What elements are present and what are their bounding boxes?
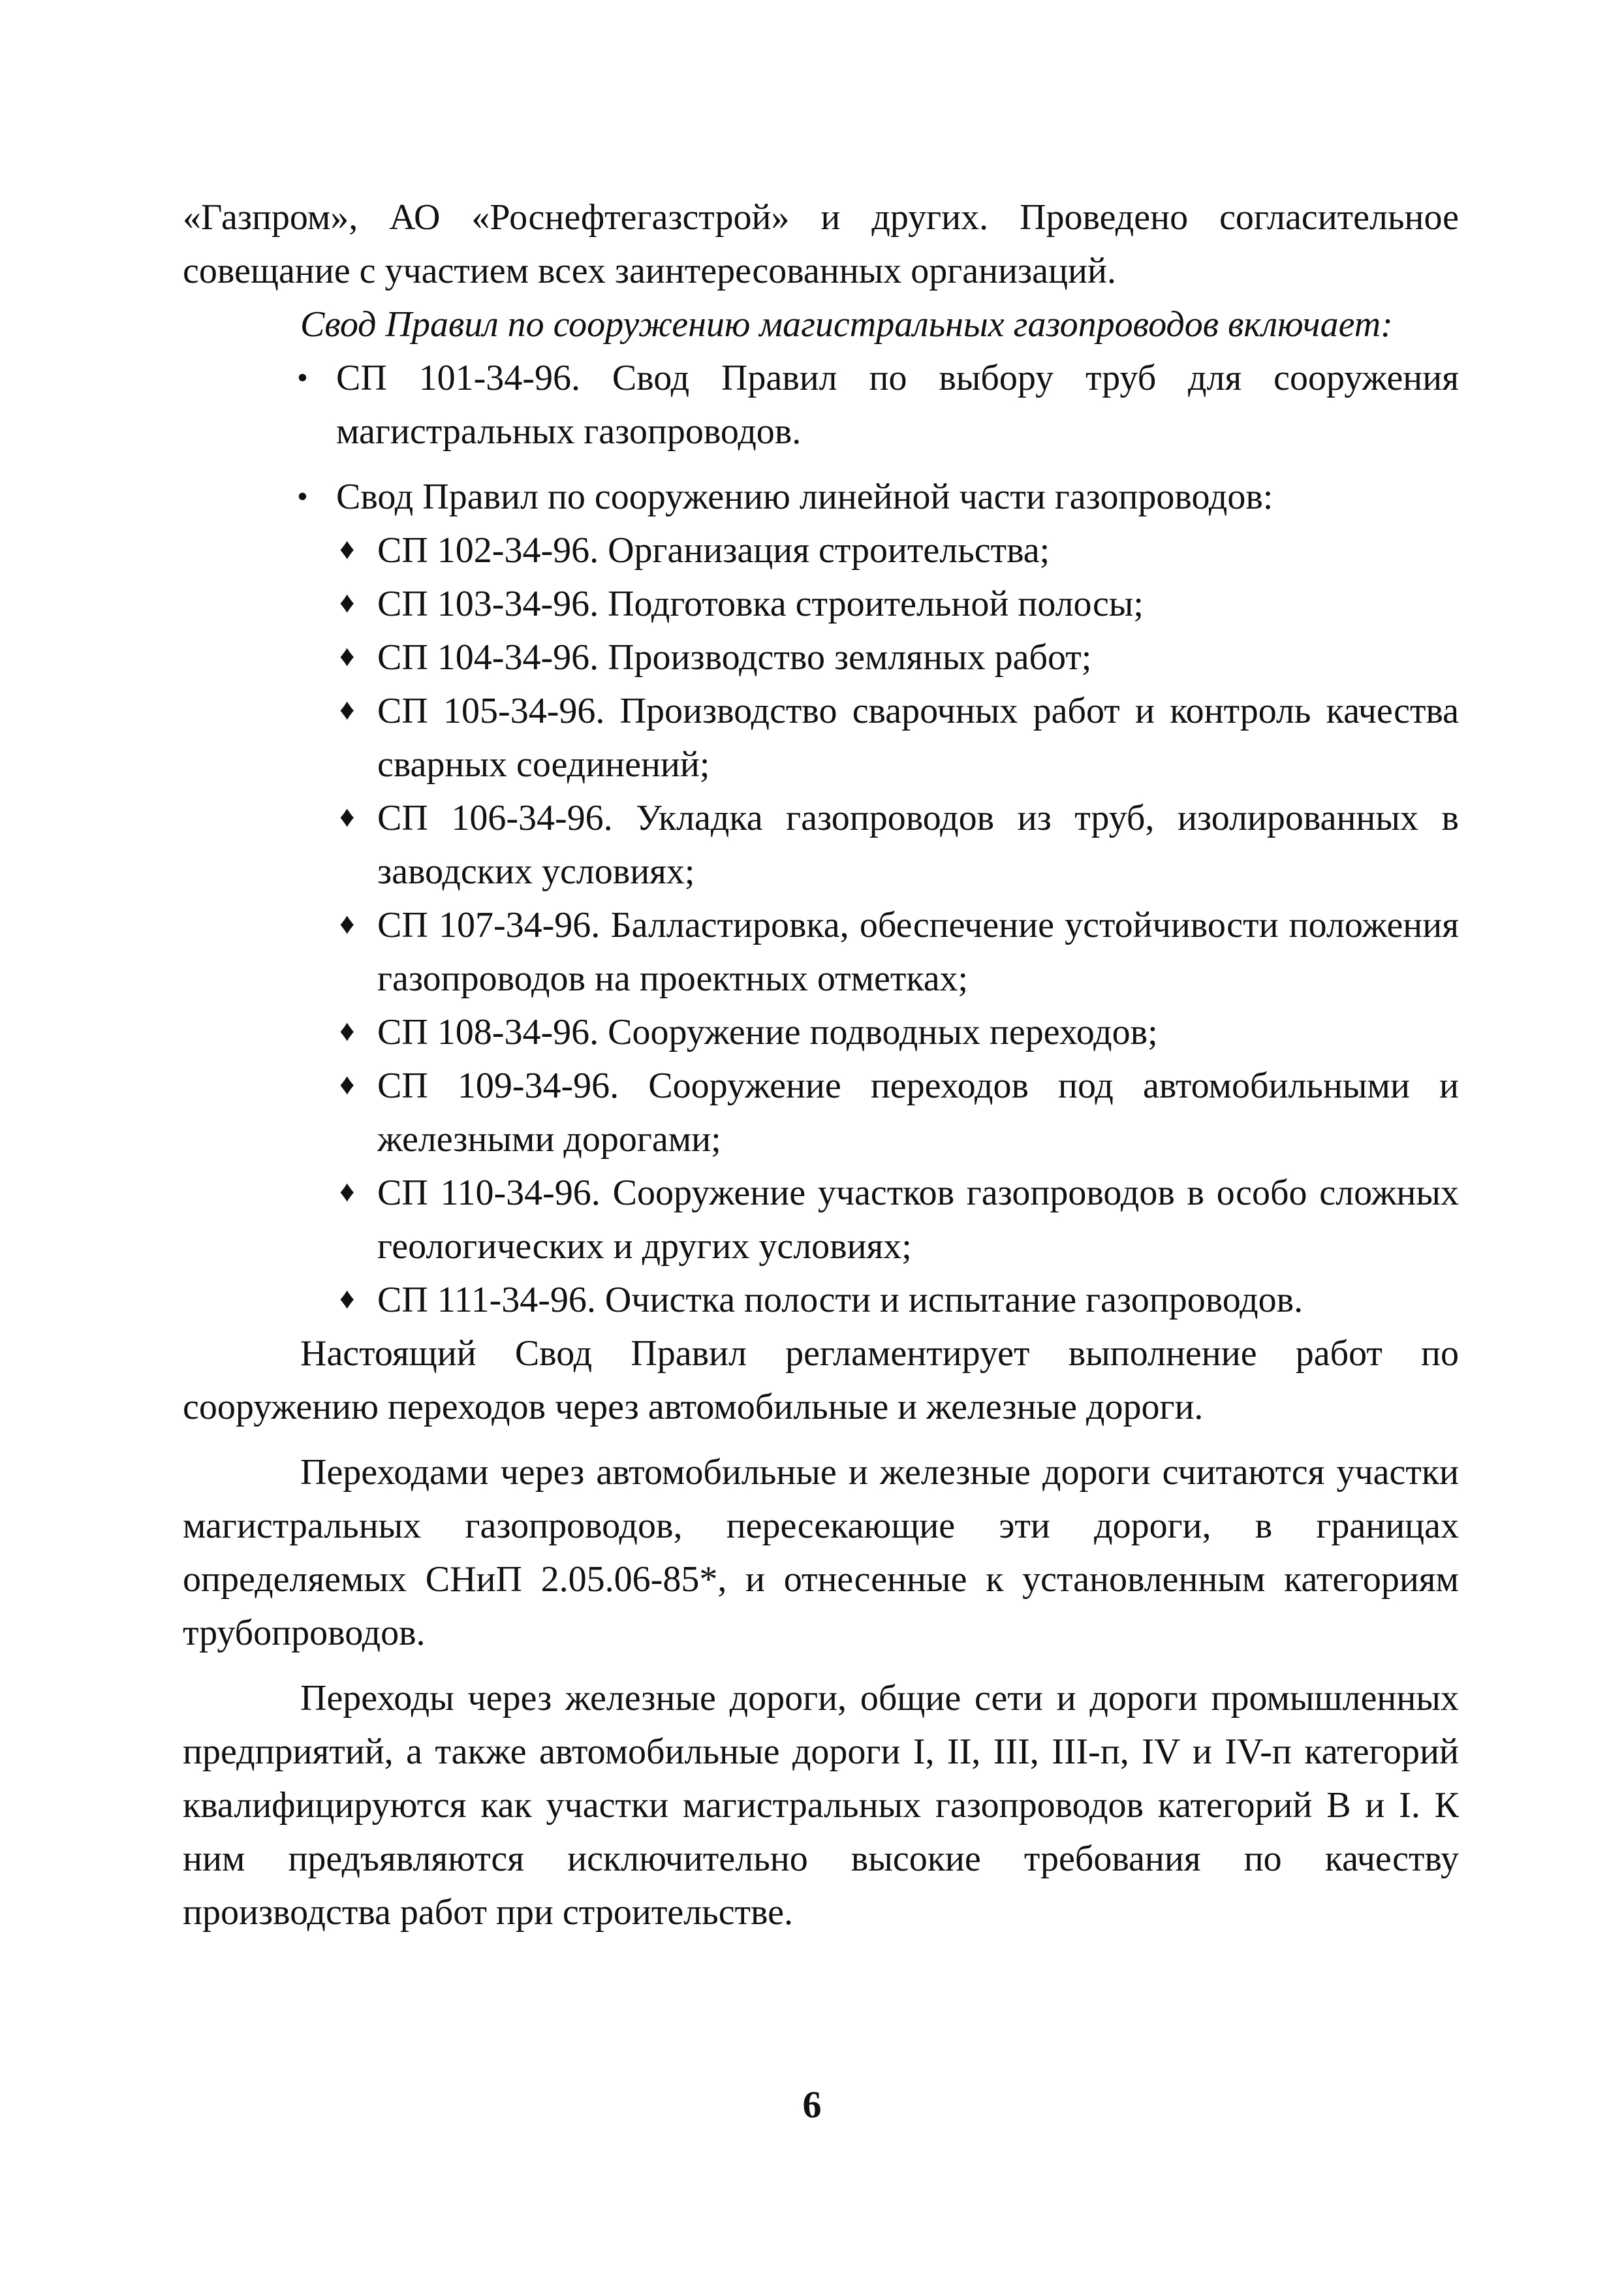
sub-list-item-text: СП 103-34-96. Подготовка строительной полосы; [377, 584, 1144, 624]
list-item [297, 470, 1459, 524]
main-list [183, 351, 1459, 524]
intro-paragraph: «Газпром», АО «Роснефтегазстрой» и других. Проведено согласительное совещание с участием всех заинтересованных организаций. [183, 197, 1459, 291]
paragraph: Переходами через автомобильные и железные дороги считаются участки магистральных газопроводов, пересекающие эти дороги, в границах определяемых СНиП 2.05.06-85*, и отнесенные к установленным категориям трубопроводов. [183, 1452, 1459, 1653]
diamond-icon: ♦ [339, 639, 355, 672]
sub-list-item-text: СП 108-34-96. Сооружение подводных переходов; [377, 1012, 1158, 1052]
list-item-text: СП 101-34-96. Свод Правил по выбору труб для сооружения магистральных газопроводов. [336, 358, 1459, 452]
bullet-icon: • [297, 479, 308, 514]
sub-list-item [339, 1059, 1459, 1166]
sub-list-item-text: СП 106-34-96. Укладка газопроводов из труб, изолированных в заводских условиях; [377, 798, 1459, 892]
sub-list-item [339, 1166, 1459, 1273]
diamond-icon: ♦ [339, 693, 355, 726]
list-heading: Свод Правил по сооружению магистральных газопроводов включает: [300, 304, 1393, 345]
sub-list [183, 524, 1459, 1327]
page-number: 6 [802, 2083, 822, 2126]
diamond-icon: ♦ [339, 800, 355, 833]
sub-list-item [339, 524, 1459, 577]
diamond-icon: ♦ [339, 1014, 355, 1047]
sub-list-item-text: СП 107-34-96. Балластировка, обеспечение устойчивости положения газопроводов на проектных отметках; [377, 905, 1459, 999]
sub-list-item [339, 631, 1459, 684]
diamond-icon: ♦ [339, 532, 355, 565]
sub-list-item [339, 791, 1459, 898]
diamond-icon: ♦ [339, 1175, 355, 1208]
sub-list-item [339, 577, 1459, 631]
bullet-icon: • [297, 360, 308, 395]
sub-list-item-text: СП 111-34-96. Очистка полости и испытание газопроводов. [377, 1280, 1304, 1320]
diamond-icon: ♦ [339, 586, 355, 619]
sub-list-item-text: СП 104-34-96. Производство земляных работ; [377, 637, 1092, 678]
sub-list-item [339, 1005, 1459, 1059]
diamond-icon: ♦ [339, 907, 355, 940]
body-text [183, 191, 1459, 1939]
sub-list-item [339, 684, 1459, 791]
paragraph: Переходы через железные дороги, общие сети и дороги промышленных предприятий, а также автомобильные дороги I, II, III, III-п, IV и IV-п категорий квалифицируются как участки магистральных газопроводов категорий В и I. К ним предъявляются исключительно высокие требования по качеству производства работ при строительстве. [183, 1678, 1459, 1933]
sub-list-item-text: СП 109-34-96. Сооружение переходов под автомобильными и железными дорогами; [377, 1066, 1459, 1160]
sub-list-item [339, 1273, 1459, 1327]
sub-list-item-text: СП 110-34-96. Сооружение участков газопроводов в особо сложных геологических и других условиях; [377, 1173, 1459, 1267]
sub-list-item-text: СП 105-34-96. Производство сварочных работ и контроль качества сварных соединений; [377, 691, 1459, 785]
paragraph: Настоящий Свод Правил регламентирует выполнение работ по сооружению переходов через автомобильные и железные дороги. [183, 1333, 1459, 1427]
list-item-text: Свод Правил по сооружению линейной части газопроводов: [336, 477, 1273, 517]
diamond-icon: ♦ [339, 1067, 355, 1101]
sub-list-item [339, 898, 1459, 1005]
list-item [297, 351, 1459, 458]
sub-list-item-text: СП 102-34-96. Организация строительства; [377, 530, 1050, 571]
diamond-icon: ♦ [339, 1282, 355, 1315]
